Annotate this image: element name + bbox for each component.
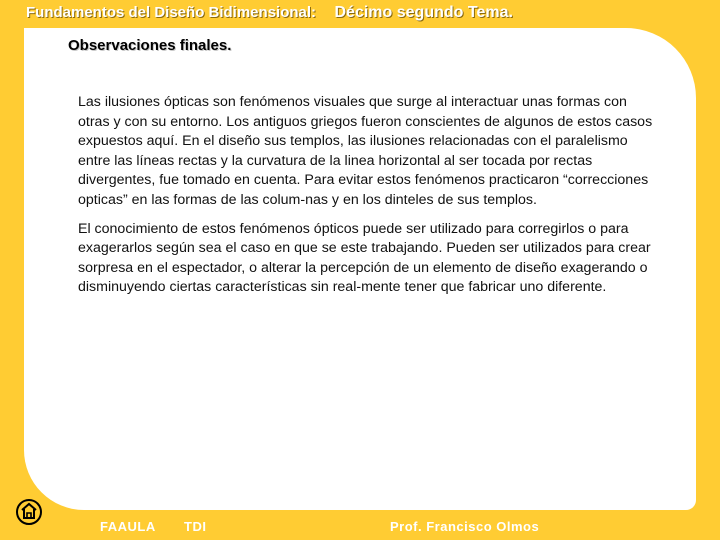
paragraph-1: Las ilusiones ópticas son fenómenos visuales que surge al interactuar unas formas con otras y con su entorno. Los antiguos griegos fueron conscientes de algunos de estos casos expuestos aquí. En el diseño sus templos, las ilusiones relacionadas con el paralelismo entre las líneas rectas y la curvatura de la linea horizontal al ser tocada por rectas divergentes, fue tomado en cuenta. Para evitar estos fenómenos practicaron “correcciones opticas” en las formas de las colum-nas y en los dinteles de sus templos.	[78, 94, 653, 208]
footer-department: TDI	[184, 519, 207, 534]
footer-school: FAAULA	[100, 519, 156, 534]
section-title: Observaciones finales.	[68, 37, 232, 54]
topic-title: Décimo segundo Tema.	[334, 4, 513, 21]
course-title: Fundamentos del Diseño Bidimensional:	[26, 4, 317, 21]
body-text	[78, 93, 660, 307]
paragraph-2: El conocimiento de estos fenómenos ópticos puede ser utilizado para corregirlos o para exagerarlos según sea el caso en que se este trabajando. Pueden ser utilizados para crear sorpresa en el espectador, o alterar la percepción de un elemento de diseño exagerando o disminuyendo ciertas características sin real-mente tener que fabricar uno diferente.	[78, 220, 651, 296]
slide-header	[26, 4, 513, 26]
footer-professor: Prof. Francisco Olmos	[390, 519, 540, 534]
faaula-logo-icon	[15, 498, 43, 526]
